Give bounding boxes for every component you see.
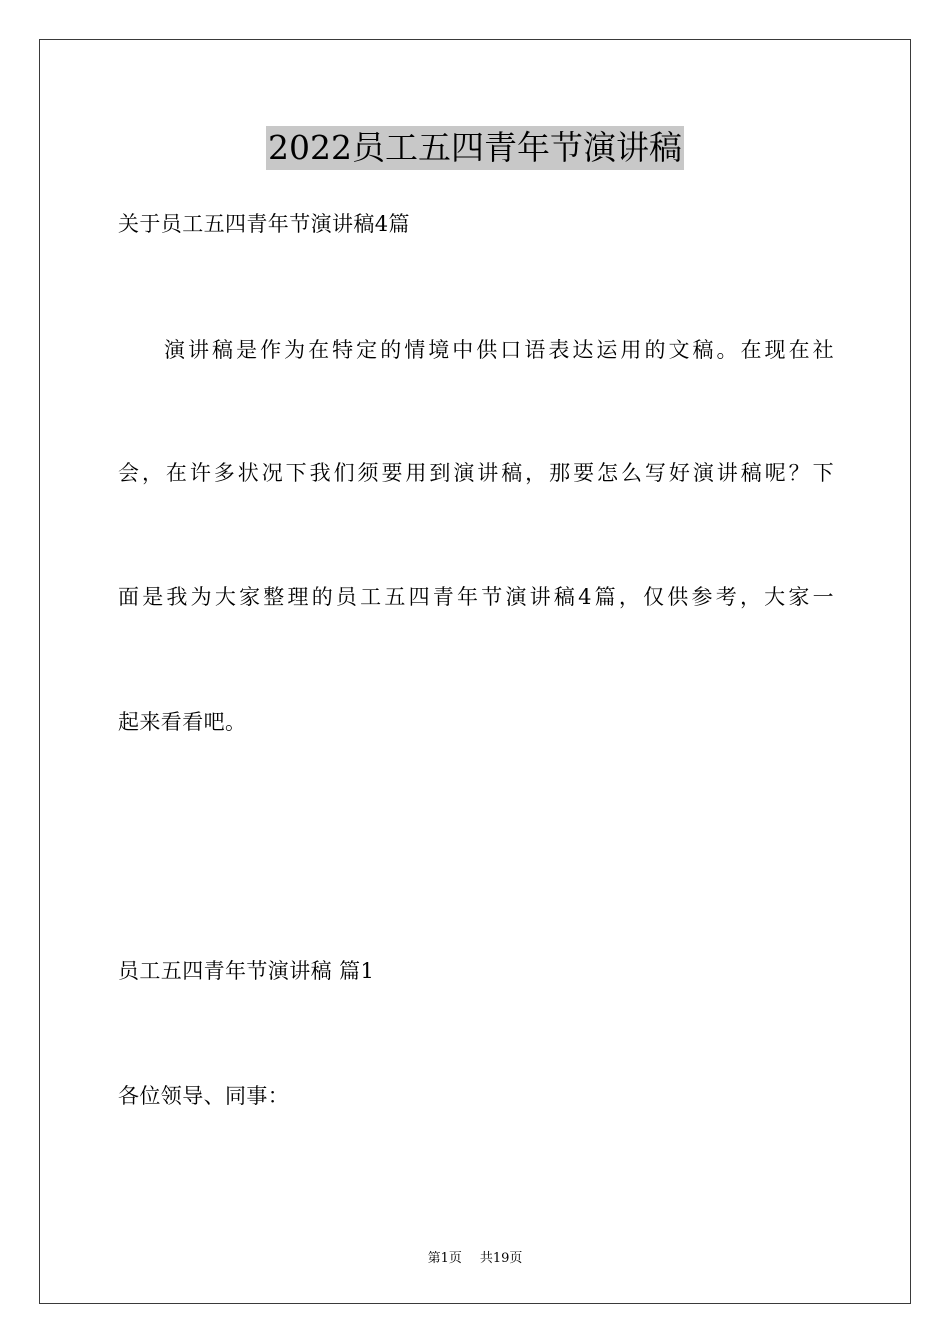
intro-line-4: 起来看看吧。 [118, 710, 247, 734]
intro-line-3: 面是我为大家整理的员工五四青年节演讲稿4篇，仅供参考，大家一 [118, 585, 834, 609]
document-subtitle: 关于员工五四青年节演讲稿4篇 [118, 212, 410, 236]
section-heading: 员工五四青年节演讲稿 篇1 [118, 959, 375, 983]
title-container [0, 126, 950, 170]
intro-line-1: 演讲稿是作为在特定的情境中供口语表达运用的文稿。在现在社 [164, 338, 834, 362]
document-title: 2022员工五四青年节演讲稿 [266, 126, 684, 170]
page-footer [0, 1247, 950, 1266]
page-number: 第1页 [427, 1251, 462, 1266]
page-total: 共19页 [479, 1251, 523, 1266]
salutation: 各位领导、同事： [118, 1084, 290, 1108]
intro-line-2: 会，在许多状况下我们须要用到演讲稿，那要怎么写好演讲稿呢？下 [118, 461, 834, 485]
